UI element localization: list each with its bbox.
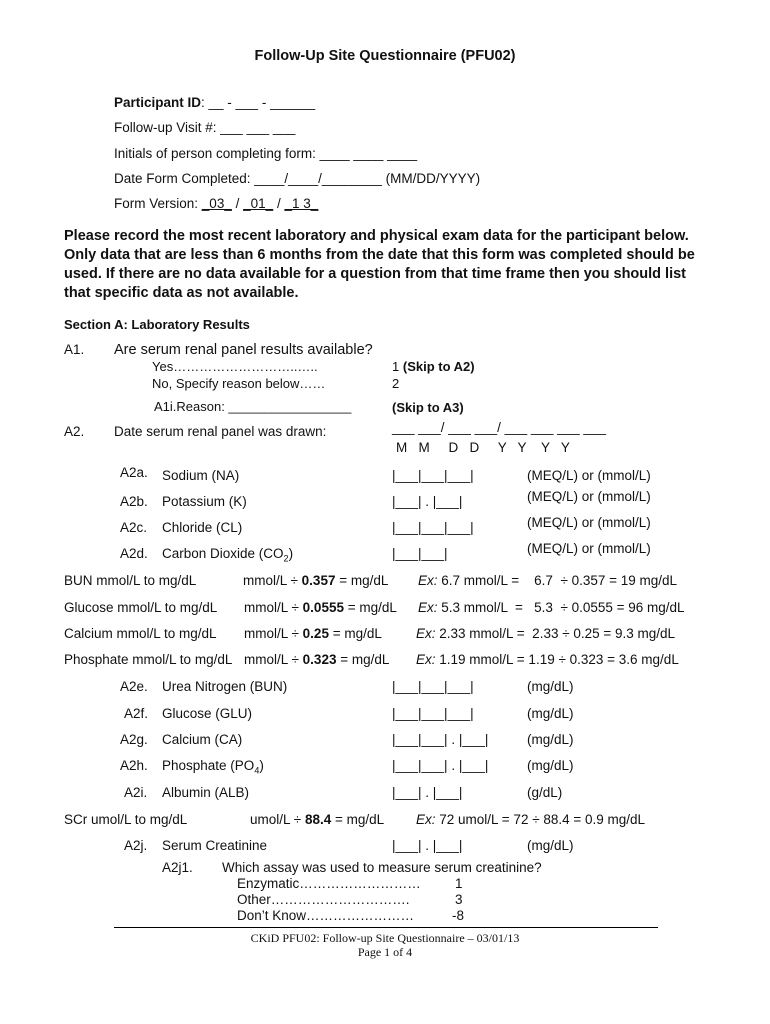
conversion-bun-example	[418, 573, 677, 588]
conversion-bun-post: = mg/dL	[335, 573, 389, 588]
conversion-calcium-example	[416, 626, 675, 641]
conversion-scr-example	[416, 812, 645, 827]
form-version-year: _1 3_	[284, 196, 319, 211]
visit-field: Follow-up Visit #: ___ ___ ___	[114, 120, 296, 135]
conversion-bun-factor: 0.357	[301, 573, 336, 588]
a2j1-option-other: Other………………………….	[237, 892, 410, 907]
conversion-calcium-name: Calcium mmol/L to mg/dL	[64, 626, 217, 641]
conversion-phosphate-ex-text: 1.19 mmol/L = 1.19 ÷ 0.323 = 3.6 mg/dL	[435, 652, 679, 667]
conversion-scr-ex-label: Ex:	[416, 812, 436, 827]
section-a-title: Section A: Laboratory Results	[64, 317, 250, 332]
a2g-code: A2g.	[120, 732, 148, 747]
conversion-glucose-example	[418, 600, 685, 615]
conversion-scr-formula	[250, 812, 384, 827]
conversion-scr-name: SCr umol/L to mg/dL	[64, 812, 188, 827]
a1-number: A1.	[64, 342, 85, 357]
conversion-scr-pre: umol/L ÷	[250, 812, 305, 827]
footer-form-id: CKiD PFU02: Follow-up Site Questionnaire – 03/01/13	[250, 931, 520, 945]
footer-page-number: Page 1 of 4	[357, 945, 413, 959]
a2-number: A2.	[64, 424, 85, 439]
a2j1-option-dontknow-code: -8	[452, 908, 465, 923]
conversion-calcium-factor: 0.25	[302, 626, 329, 641]
a1-yes-skip: (Skip to A2)	[402, 359, 475, 374]
a1-question: Are serum renal panel results available?	[114, 342, 373, 358]
conversion-phosphate-formula	[244, 652, 389, 667]
conversion-phosphate-pre: mmol/L ÷	[244, 652, 303, 667]
a2h-label-end: )	[259, 758, 264, 773]
a1-yes-code-value: 1	[392, 359, 400, 374]
conversion-calcium-pre: mmol/L ÷	[244, 626, 303, 641]
date-completed-field: Date Form Completed: ____/____/________ (MM/DD/YYYY)	[114, 171, 481, 186]
a2c-code: A2c.	[120, 520, 148, 535]
a2-date-legend: M M D D Y Y Y Y	[396, 440, 570, 455]
conversion-phosphate-name: Phosphate mmol/L to mg/dL	[64, 652, 233, 667]
instructions-paragraph: Please record the most recent laboratory and physical exam data for the participant below. Only data that are less than 6 months from the date that this form was completed should be used. If there are no data available for a question from that time frame then you should list that specific data as not available.	[64, 228, 695, 301]
a1-yes-code	[392, 359, 475, 374]
conversion-bun-ex-text: 6.7 mmol/L = 6.7 ÷ 0.357 = 19 mg/dL	[437, 573, 678, 588]
a2h-unit: (mg/dL)	[527, 758, 574, 773]
a2g-label: Calcium (CA)	[162, 732, 243, 747]
form-version-sep-2: /	[276, 196, 281, 211]
a2j-box: |___| . |___|	[392, 838, 463, 853]
a2j1-option-other-code: 3	[455, 892, 463, 907]
a2b-unit: (MEQ/L) or (mmol/L)	[527, 489, 651, 504]
a2a-code: A2a.	[120, 465, 148, 480]
conversion-calcium-post: = mg/dL	[328, 626, 382, 641]
a2b-box: |___| . |___|	[392, 494, 463, 509]
a2j1-option-enzymatic: Enzymatic………………………	[237, 876, 421, 891]
a1-no-code: 2	[392, 376, 400, 391]
conversion-phosphate-ex-label: Ex:	[416, 652, 436, 667]
conversion-phosphate-factor: 0.323	[302, 652, 337, 667]
a2d-code: A2d.	[120, 546, 148, 561]
a2b-code: A2b.	[120, 494, 148, 509]
a2h-subscript: 4	[254, 765, 260, 776]
a1i-reason-skip: (Skip to A3)	[392, 400, 464, 415]
conversion-glucose-name: Glucose mmol/L to mg/dL	[64, 600, 218, 615]
a2-question: Date serum renal panel was drawn:	[114, 424, 327, 439]
a2h-code: A2h.	[120, 758, 148, 773]
conversion-glucose-pre: mmol/L ÷	[244, 600, 303, 615]
a2c-unit: (MEQ/L) or (mmol/L)	[527, 515, 651, 530]
a2f-box: |___|___|___|	[392, 706, 474, 721]
participant-id-label: Participant ID	[114, 95, 202, 110]
participant-id-blank: : __ - ___ - ______	[201, 95, 316, 110]
a1-yes-option: Yes………………………..…..	[152, 359, 318, 374]
a2j1-code: A2j1.	[162, 860, 193, 875]
a2j1-option-dontknow: Don’t Know……………………	[237, 908, 415, 923]
form-version-day: _01_	[243, 196, 274, 211]
a2g-unit: (mg/dL)	[527, 732, 574, 747]
form-version-month: _03_	[201, 196, 232, 211]
conversion-bun-name: BUN mmol/L to mg/dL	[64, 573, 197, 588]
conversion-glucose-formula	[244, 600, 397, 615]
a2e-label: Urea Nitrogen (BUN)	[162, 679, 288, 694]
a2d-box: |___|___|	[392, 546, 448, 561]
conversion-phosphate-example	[416, 652, 679, 667]
conversion-calcium-formula	[244, 626, 382, 641]
a2j1-question: Which assay was used to measure serum creatinine?	[222, 860, 542, 875]
conversion-glucose-factor: 0.0555	[302, 600, 344, 615]
a2i-code: A2i.	[124, 785, 148, 800]
conversion-calcium-ex-label: Ex:	[416, 626, 436, 641]
form-version-label: Form Version:	[114, 196, 199, 211]
a1-no-option: No, Specify reason below……	[152, 376, 326, 391]
conversion-glucose-ex-label: Ex:	[418, 600, 438, 615]
conversion-bun-ex-label: Ex:	[418, 573, 438, 588]
a2g-box: |___|___| . |___|	[392, 732, 489, 747]
a2e-unit: (mg/dL)	[527, 679, 574, 694]
conversion-calcium-ex-text: 2.33 mmol/L = 2.33 ÷ 0.25 = 9.3 mg/dL	[435, 626, 676, 641]
conversion-glucose-ex-text: 5.3 mmol/L = 5.3 ÷ 0.0555 = 96 mg/dL	[437, 600, 685, 615]
a2h-label-text: Phosphate (PO	[162, 758, 255, 773]
a2j-unit: (mg/dL)	[527, 838, 574, 853]
a1i-reason-field: A1i.Reason: _________________	[154, 399, 352, 414]
a2j1-option-enzymatic-code: 1	[455, 876, 463, 891]
form-version-field	[114, 196, 318, 211]
a2h-box: |___|___| . |___|	[392, 758, 489, 773]
a2i-unit: (g/dL)	[527, 785, 563, 800]
a2f-label: Glucose (GLU)	[162, 706, 253, 721]
a2b-label: Potassium (K)	[162, 494, 247, 509]
conversion-scr-ex-text: 72 umol/L = 72 ÷ 88.4 = 0.9 mg/dL	[435, 812, 646, 827]
page-title: Follow-Up Site Questionnaire (PFU02)	[254, 48, 516, 64]
conversion-phosphate-post: = mg/dL	[336, 652, 390, 667]
a2d-label-text: Carbon Dioxide (CO	[162, 546, 284, 561]
a2d-label-end: )	[288, 546, 294, 561]
a2h-label	[162, 758, 264, 776]
a2j-code: A2j.	[124, 838, 148, 853]
a2i-label: Albumin (ALB)	[162, 785, 250, 800]
a2a-label: Sodium (NA)	[162, 468, 240, 483]
footer-divider	[114, 927, 658, 928]
initials-field: Initials of person completing form: ____ ____ ____	[114, 146, 418, 161]
conversion-bun-formula	[243, 573, 388, 588]
a2c-label: Chloride (CL)	[162, 520, 243, 535]
a2a-unit: (MEQ/L) or (mmol/L)	[527, 468, 651, 483]
a2e-box: |___|___|___|	[392, 679, 474, 694]
a2f-code: A2f.	[124, 706, 149, 721]
conversion-scr-factor: 88.4	[304, 812, 332, 827]
a2d-unit: (MEQ/L) or (mmol/L)	[527, 541, 651, 556]
conversion-glucose-post: = mg/dL	[343, 600, 397, 615]
participant-id-field	[114, 95, 315, 110]
a2i-box: |___| . |___|	[392, 785, 463, 800]
a2c-box: |___|___|___|	[392, 520, 474, 535]
a2j-label: Serum Creatinine	[162, 838, 268, 853]
a2a-box: |___|___|___|	[392, 468, 474, 483]
form-version-sep-1: /	[235, 196, 240, 211]
a2d-label	[162, 546, 293, 564]
a2d-subscript: 2	[283, 553, 289, 564]
a2-date-blank: ___ ___/ ___ ___/ ___ ___ ___ ___	[392, 420, 606, 435]
a2f-unit: (mg/dL)	[527, 706, 574, 721]
a2e-code: A2e.	[120, 679, 148, 694]
conversion-scr-post: = mg/dL	[331, 812, 385, 827]
conversion-bun-pre: mmol/L ÷	[243, 573, 302, 588]
